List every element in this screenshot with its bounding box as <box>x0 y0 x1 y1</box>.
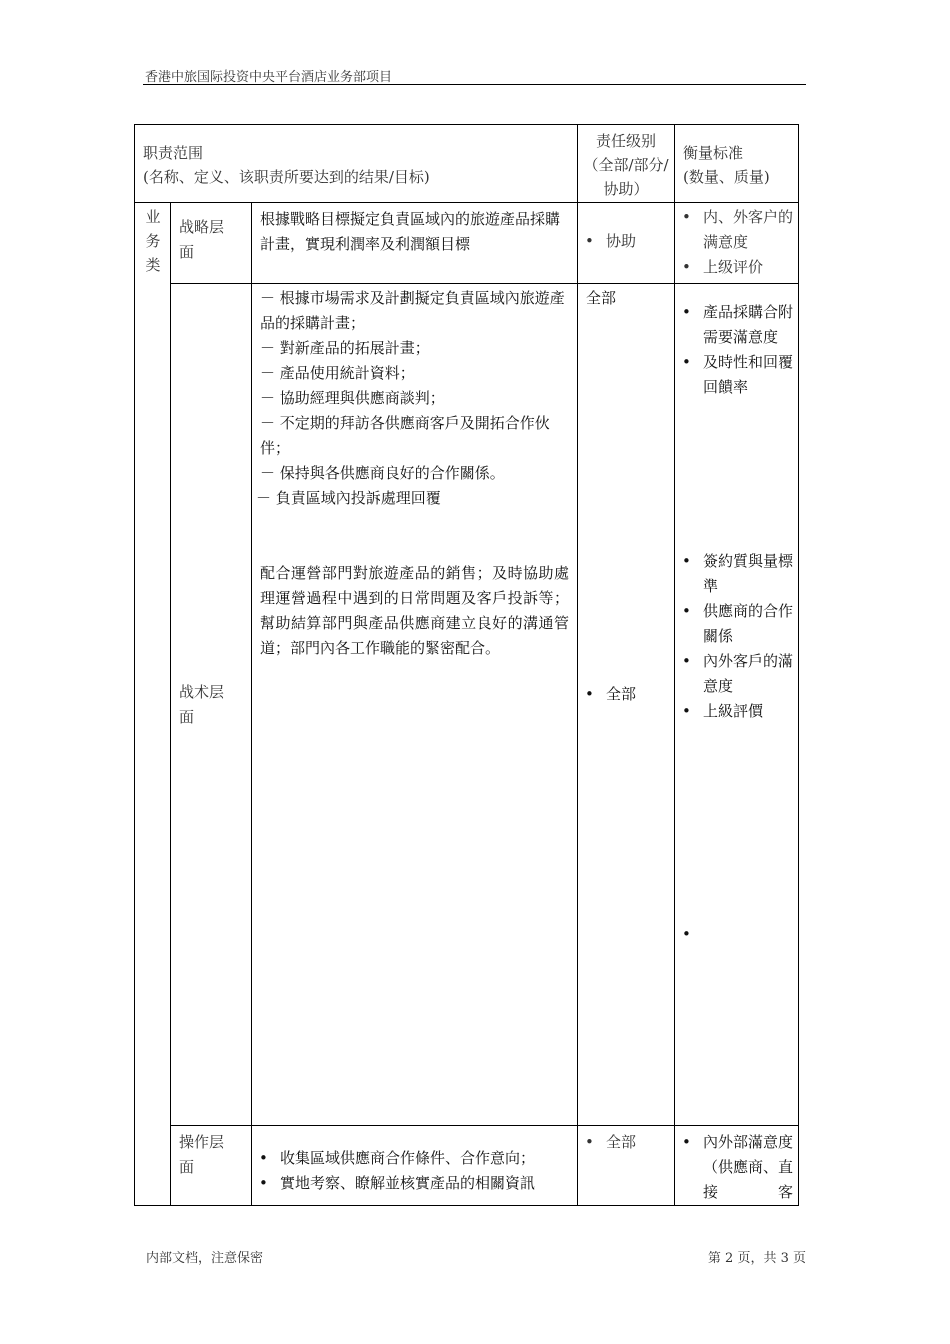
tactical-task: － 根據市場需求及計劃擬定負責區域內旅遊產品的採購計畫； <box>260 289 565 332</box>
tactical-standard-item: • 及時性和回覆回饋率 <box>675 350 793 400</box>
strategic-standard-list <box>675 205 798 280</box>
tactical-standard-cell <box>675 284 799 1126</box>
operational-row <box>135 1126 799 1206</box>
tactical-row <box>135 284 799 1126</box>
operational-task: • 收集區域供應商合作條件、合作意向； <box>252 1146 577 1171</box>
tactical-standard-list-a <box>675 300 793 400</box>
operational-task-list <box>252 1146 577 1196</box>
tactical-standard-item: • 產品採購合附需要滿意度 <box>675 300 793 350</box>
tactical-standard-list-b <box>675 549 793 724</box>
category-cell <box>135 203 171 1206</box>
strategic-standard-cell <box>675 203 799 284</box>
standard-header-title: 衡量标准 <box>683 144 744 162</box>
level-header-desc: （全部/部分/协助） <box>583 156 669 198</box>
tactical-task: － 產品使用統計資料； <box>260 364 415 382</box>
footer-page-number: 第 2 页，共 3 页 <box>707 1251 806 1266</box>
operational-level: • 全部 <box>578 1130 674 1155</box>
operational-standard-list <box>675 1130 793 1205</box>
header-title: 香港中旅国际投资中央平台酒店业务部项目 <box>145 70 393 85</box>
standard-header-desc: (数量、质量) <box>683 168 770 186</box>
strategic-layer-label: 战略层面 <box>179 218 225 261</box>
tactical-standard-item: • 上級評價 <box>675 699 793 724</box>
scope-header-title: 职责范围 <box>143 144 204 162</box>
strategic-standard-item: • 上级评价 <box>675 255 798 280</box>
operational-standard-cell <box>675 1126 799 1206</box>
tactical-level-cell <box>578 284 675 1126</box>
operational-level-cell <box>578 1126 675 1206</box>
tactical-paragraph: 配合運營部門對旅遊產品的銷售；及時協助處理運營過程中遇到的日常問題及客戶投訴等；幫助結算部門與產品供應商建立良好的溝通管道；部門內各工作職能的緊密配合。 <box>260 564 570 657</box>
tactical-standard-item: • 供應商的合作關係 <box>675 599 793 649</box>
tactical-task: － 保持與各供應商良好的合作關係。 <box>260 464 505 482</box>
tactical-task: － 協助經理與供應商談判； <box>260 389 445 407</box>
strategic-row <box>135 203 799 284</box>
tactical-task: － 負責區域內投訴處理回覆 <box>256 489 441 507</box>
operational-task: • 實地考察、瞭解並核實產品的相關資訊 <box>252 1171 577 1196</box>
operational-layer-cell <box>171 1126 252 1206</box>
strategic-content: 根據戰略目標擬定負責區域內的旅遊產品採購計畫，實現利潤率及利潤額目標 <box>260 210 561 253</box>
operational-standard-item: • 內外部滿意度（供應商、直接客 <box>675 1130 793 1205</box>
tactical-task: － 不定期的拜訪各供應商客戶及開拓合作伙伴； <box>260 414 550 457</box>
strategic-level: • 协助 <box>578 229 674 254</box>
footer-confidential: 内部文档，注意保密 <box>146 1251 264 1266</box>
operational-layer-label: 操作层面 <box>179 1133 225 1176</box>
standard-header <box>675 125 799 203</box>
tactical-layer-label: 战术层面 <box>179 682 225 726</box>
strategic-standard-item: • 内、外客户的满意度 <box>675 205 798 255</box>
strategic-level-cell <box>578 203 675 284</box>
empty-bullet: • <box>682 925 691 943</box>
level-header <box>578 125 675 203</box>
operational-level-list <box>578 1130 674 1155</box>
strategic-level-list <box>578 229 674 254</box>
operational-content-cell <box>252 1126 578 1206</box>
duty-table <box>134 124 799 1206</box>
category-label: 业务类 <box>145 208 161 274</box>
tactical-standard-item: • 內外客戶的滿意度 <box>675 649 793 699</box>
table-header-row <box>135 125 799 203</box>
tactical-level-top: 全部 <box>586 289 617 307</box>
tactical-standard-item: • 簽約質與量標準 <box>675 549 793 599</box>
page-header <box>143 62 806 85</box>
tactical-level-list <box>578 682 674 707</box>
scope-header-desc: (名称、定义、该职责所要达到的结果/目标) <box>143 168 430 186</box>
tactical-level-mid: • 全部 <box>578 682 674 707</box>
strategic-content-cell <box>252 203 578 284</box>
level-header-title: 责任级别 <box>596 132 657 150</box>
strategic-layer-cell <box>171 203 252 284</box>
tactical-task: － 對新產品的拓展計畫； <box>260 339 430 357</box>
scope-header <box>135 125 578 203</box>
tactical-content-cell <box>252 284 578 1126</box>
tactical-layer-cell <box>171 284 252 1126</box>
